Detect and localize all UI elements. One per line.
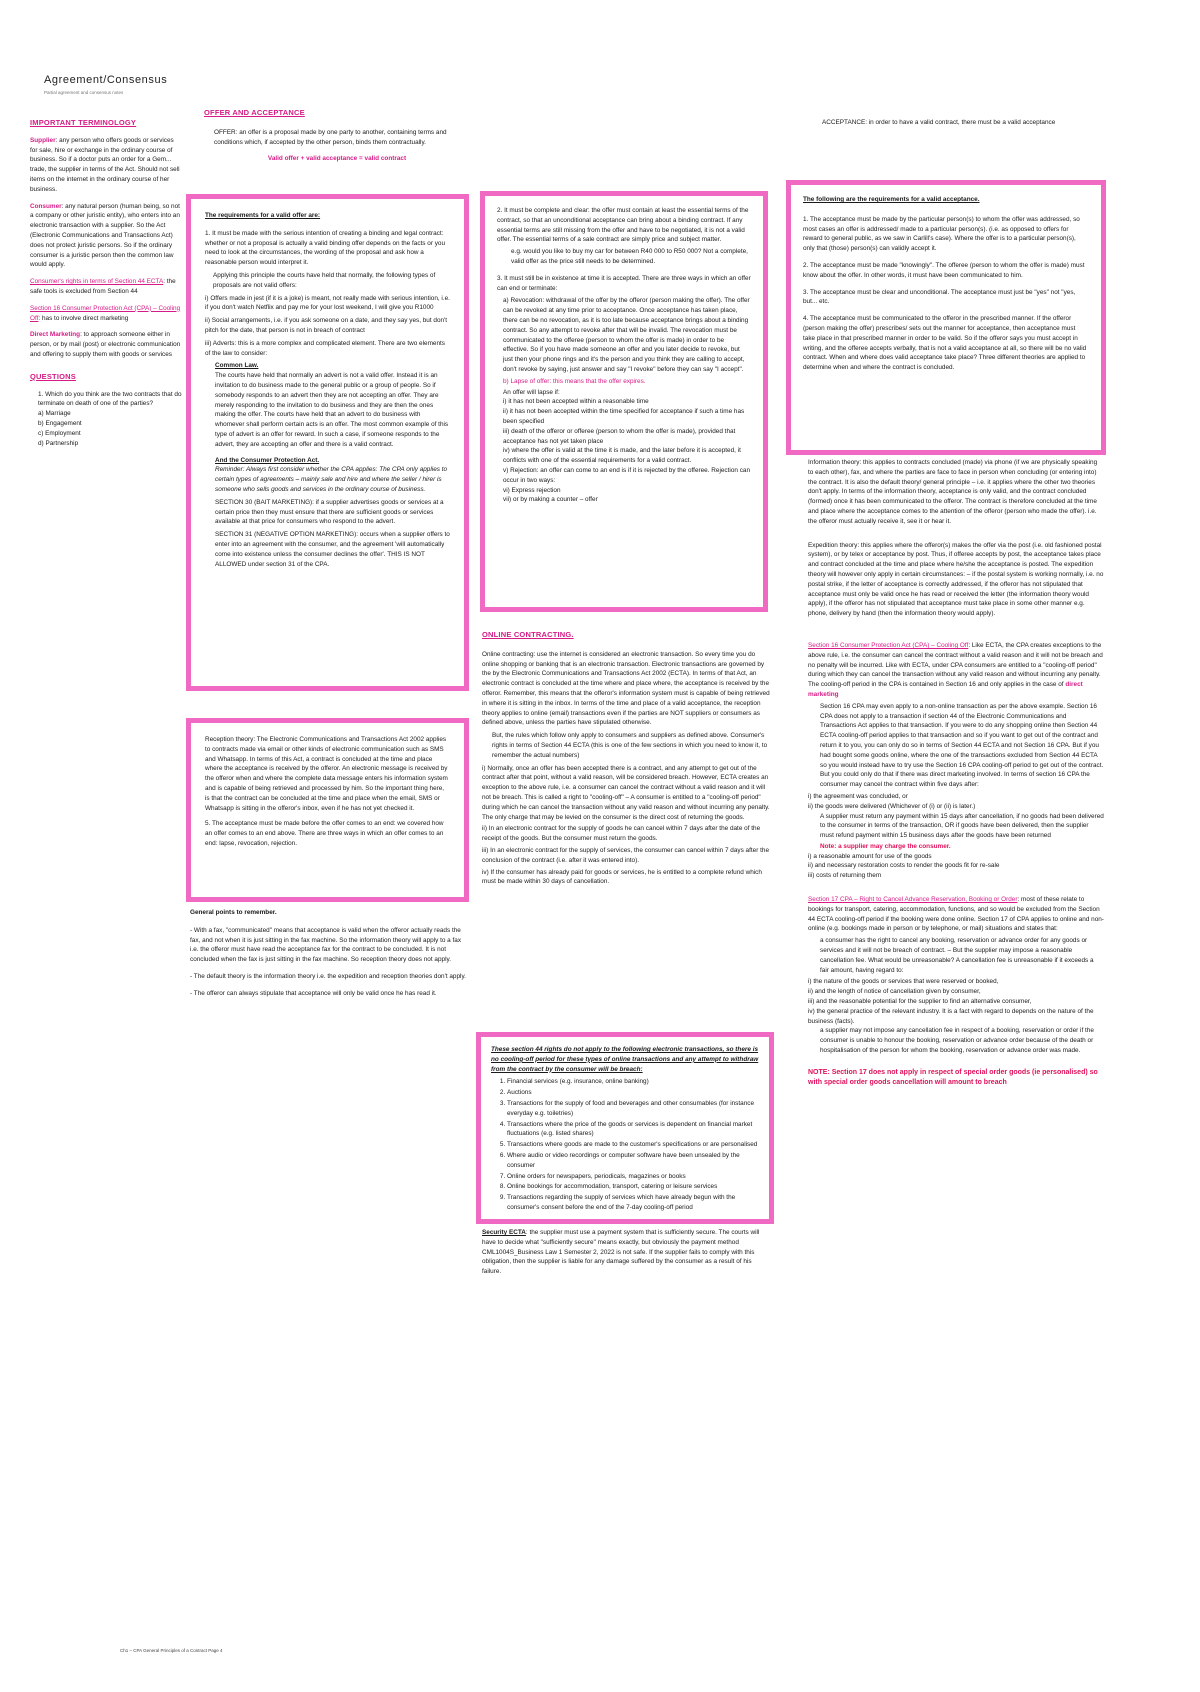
section-17-a: a consumer has the right to cancel any booking, reservation or advance order for any goods or services and it will not be breach of contract. – But the supplier may impose a reasonable cancellation fee. What would be unreasonable? A cancellation fee is unreasonable if it exceeds a fair amount, having regard to:: [820, 937, 1094, 974]
consumer-term: Consumer: [30, 202, 62, 210]
offer-req-2: 2. It must be complete and clear: the offer must contain at least the essential terms of the contract, so that an unconditional acceptance can bring about a binding contract. If any essential terms are still missing from the offer and have to be negotiated, it is not a valid offer. The essential terms of a sale contract are simply price and subject matter.: [497, 207, 749, 244]
page-footer: Ch1 – CPA General Principles of a Contract Page 4: [120, 1648, 223, 1653]
offer-section: [204, 108, 470, 164]
offer-definition: OFFER: an offer is a proposal made by one party to another, containing terms and conditions which, if accepted by the other person, binds them contractually.: [214, 128, 447, 146]
termination-list: [497, 296, 751, 505]
section-16-text: : Like ECTA, the CPA creates exceptions to the above rule, i.e. the consumer can cancel the contract without a valid reason and it will not be breach and no penalty will be incurred. Like with ECTA, under CPA consumers are entitled to a "cooling-off period" during which they can cancel the transaction without any valid reason and without incurring any penalty. The cooling-off period in the CPA is contained in Section 16 and only applies in the case of: [808, 641, 1103, 689]
acceptance-intro: [822, 118, 1092, 135]
list-item: 6. Where audio or video recordings or computer software have been unsealed by the consumer: [507, 1151, 759, 1171]
list-item: 5. Transactions where goods are made to the customer's specifications or are personalised: [507, 1140, 759, 1150]
option-label: Engagement: [45, 419, 82, 427]
acceptance-req-4: 4. The acceptance must be communicated to the offeror in the prescribed manner. If the offeror (person making the offer) prescribes/ sets out the manner for acceptance, then acceptance must take place in that prescribed manner in order to be valid. So if the offeror says you must accept in writing, and the offeree accepts verbally, that is not a valid acceptance at all, so there will be no valid contract. When and where does valid acceptance take place? Three different theories are applied to determine when and where the contract is concluded.: [803, 315, 1087, 372]
offer-jest: i) Offers made in jest (if it is a joke) is meant, not really made with serious intention, i.e. if you don't watch Netflix and pay me for your lost weekend, I will give you R1000: [205, 294, 450, 312]
section-17-i: i) the nature of the goods or services that were reserved or booked,: [808, 978, 999, 986]
option-letter: d): [38, 439, 44, 447]
common-law-text: The courts have held that normally an advert is not a valid offer. Instead it is an invitation to do business made to the general public or a group of people. So if somebody responds to an advert then they are not accepting an offer. They are merely responding to the invitation to do business and they are then the ones making the offer. The courts have held that an advert to do business with whomever shall perform certain acts is an offer. The most common example of this type of advert is an offer for reward. In such a case, if someone responds to the advert, they are accepting an offer and there is a valid contract.: [215, 372, 449, 448]
security-link[interactable]: Security ECTA: [482, 1229, 526, 1236]
supplier-text: : any person who offers goods or services for sale, hire or exchange in the ordinary course of business. So if a doctor puts an order for a Gem... trade, the supplier in terms of the Act. Should not sell items on the internet in the ordinary course of her business.: [30, 136, 180, 193]
reception-theory-text: Reception theory: The Electronic Communications and Transactions Act 2002 applies to contracts made via email or other kinds of electronic communication such as SMS and Whatsapp. In terms of this Act, a contract is concluded at the time and place where the acceptance is received by the offeror. An electronic message is received by the offeror when and where the complete data message enters his information system and is capable of being retrieved and processed by him. So the important thing here, is that the contract can be concluded at the time and place when the email, SMS or Whatsapp is sitting in the offeror's inbox, even if he has not yet checked it.: [205, 736, 448, 812]
consumer-rights-entry: [30, 277, 182, 297]
supplier-term: Supplier: [30, 136, 56, 144]
question-option: [38, 419, 182, 429]
theories-section: [808, 458, 1104, 1095]
valid-acceptance-box: [786, 180, 1106, 455]
section-16-ii: ii) the goods were delivered (Whichever of (i) or (ii) is later.): [808, 802, 976, 810]
direct-marketing-link: direct marketing: [808, 681, 1083, 698]
online-rule-iii: iii) In an electronic contract for the supply of services, the consumer can cancel within 7 days after the conclusion of the contract (i.e. after it was entered into).: [482, 846, 770, 864]
excluded-transactions-list: [491, 1077, 759, 1212]
lapse-ii: ii) it has not been accepted within the time specified for acceptance if such a time has been specified: [503, 408, 745, 425]
security-text: : the supplier must use a payment system that is sufficiently secure. The courts will have to decide what "sufficiently secure" means exactly, but obviously the payment method CML1004S_Business Law 1 Semester 2, 2022 is not safe. If the supplier fails to comply with this obligation, then the supplier is liable for any damage suffered by the consumer as a result of his failure.: [482, 1229, 760, 1276]
offer-social: ii) Social arrangements, i.e. if you ask someone on a date, and they say yes, but don't pitch for the date, that person is not in breach of contract: [205, 317, 448, 334]
cpa-reminder: Reminder: Always first consider whether the CPA applies: The CPA only applies to certain types of agreements – mainly sale and hire and where the seller / hirer is someone who sells goods and services in the ordinary course of business.: [215, 466, 448, 493]
option-letter: b): [38, 419, 44, 427]
questions-heading: QUESTIONS: [30, 371, 76, 381]
section-16-note-ii: ii) and necessary restoration costs to render the goods fit for re-sale: [808, 862, 1000, 870]
general-point-2: - The default theory is the information theory i.e. the expedition and reception theories don't apply.: [190, 972, 466, 980]
section-31: SECTION 31 (NEGATIVE OPTION MARKETING): occurs when a supplier offers to enter into an agreement with the consumer, and the agreement 'will automatically come into existence unless the consumer declines the offer'. THIS IS NOT ALLOWED under section 31 of the CPA.: [215, 531, 450, 568]
cpa-link[interactable]: Section 16 Consumer Protection Act (CPA) – Cooling Off: [30, 304, 181, 322]
supplier-definition: [30, 136, 182, 195]
section-17-text: : most of these relate to bookings for transport, catering, accommodation, functions, and so would be excluded from the Section 44 ECTA cooling-off period if the booking were done online. Section 17 of CPA applies to online and non-online (e.g. bookings made in person or by telephone, or mail) situations and states that:: [808, 896, 1104, 933]
question-option: [38, 409, 182, 419]
lapse-i: i) it has not been accepted within a reasonable time: [503, 398, 649, 406]
security-section: [482, 1228, 772, 1284]
consumer-text: : any natural person (human being, so not a company or other juristic entity), who enters into an electronic transaction with a supplier. So the Act (Electronic Communications and Transactions Act) does not protect juristic persons. So if the ordinary consumer is a juristic person then the common law would apply.: [30, 202, 180, 269]
excluded-transactions-box: [476, 1032, 774, 1224]
direct-marketing-definition: [30, 330, 182, 359]
counter-offer: vii) or by making a counter – offer: [503, 496, 598, 504]
acceptance-before-end: 5. The acceptance must be made before the offer comes to an end: we covered how an offer comes to an end above. There are three ways in which an offer comes to an end: lapse, revocation, rejection.: [205, 820, 444, 847]
section-16-note: Note: a supplier may charge the consumer.: [820, 842, 951, 850]
online-rule-iv: iv) If the consumer has already paid for goods or services, he is entitled to a complete refund which must be made within 30 days of cancellation.: [482, 868, 762, 886]
terminology-heading: IMPORTANT TERMINOLOGY: [30, 118, 137, 127]
express-rejection: vi) Express rejection: [503, 486, 561, 494]
common-law-heading: Common Law.: [215, 362, 259, 370]
option-label: Partnership: [45, 439, 79, 447]
option-letter: a): [38, 410, 44, 418]
acceptance-req-1: 1. The acceptance must be made by the particular person(s) to whom the offer was addressed, so most cases an offer is addressed/ made to a particular person(s). (i.e. as opposed to offers for reward to general public, as we saw in Carlill's case). Where the offer is to a particular person(s), only that (those) person(s) can validly accept it.: [803, 215, 1080, 253]
consumer-definition: [30, 202, 182, 271]
section-16-refund: A supplier must return any payment within 15 days after cancellation, if no goods had been delivered to the consumer in terms of the transaction, OR if goods have been delivered, then the supplier must refund payment within 15 business days after the goods have been returned: [820, 812, 1104, 840]
online-rule-i: i) Normally, once an offer has been accepted there is a contract, and any attempt to get out of the contract after that point, without a valid reason, will be considered breach. However, ECTA creates an exception to the above rule, i.e. a consumer can cancel the contract without a valid reason and it will not be breach. This is called a right to "cooling-off" – A consumer is entitled to a "cooling-off period" during which he can cancel the transaction without any valid reason and without incurring any penalty. The only charge that may be levied on the consumer is the direct cost of returning the goods.: [482, 764, 770, 821]
section-16-detail: Section 16 CPA may even apply to a non-online transaction as per the above example. Section 16 CPA does not apply to a transaction if section 44 of the Electronic Communications and Transactions Act applies to that transaction. If you were to do any shopping online then Section 44 ECTA cooling-off period applies to that transaction and so if you want to get out of the contract and return it to you, you can only do so in terms of Section 44 ECTA and not Section 16 CPA. But if you had bought some goods online, where the one of the transactions excluded from Section 44 ECTA so you would instead have to try use the Section 16 CPA cooling-off period to get out of the contract. But you could only do that if there was direct marketing involved. In terms of section 16 CPA the consumer may cancel the contract within five days after:: [820, 702, 1104, 789]
security-entry: [482, 1228, 772, 1277]
page-title: Agreement/Consensus: [44, 74, 168, 86]
online-contracting-section: [482, 630, 772, 887]
direct-marketing-text: : to approach someone either in person, or by mail (post) or electronic communication and offering to supply them with goods or services: [30, 331, 181, 358]
terminology-column: [30, 118, 182, 448]
lapse-iv: iv) where the offer is valid at the time it is made, and the later before it is accepted, it conflicts with one of the essential requirements for a valid contract.: [503, 447, 741, 465]
expedition-theory: Expedition theory: this applies where the offeror(s) makes the offer via the post (i.e. old fashioned postal system), or by telex or acceptance by post. Thus, if offeree accepts by post, the acceptance takes place and contract concluded at the time and place where he/she the acceptance is posted. The expedition theory will however only apply in certain circumstances: – if the postal system is working normally, i.e. no postal strike, if the letter of acceptance is correctly addressed, if the offeror has not stipulated that acceptance must only be valid once he has read or received the letter (the information theory would apply), if the offeror has not stipulated that acceptance must take place in some other manner e.g. phone, delivery by hand (then the information theory would apply).: [808, 541, 1104, 618]
cpa-text: : has to involve direct marketing: [38, 314, 129, 322]
offer-heading: OFFER AND ACCEPTANCE: [204, 108, 305, 117]
list-item: 3. Transactions for the supply of food and beverages and other consumables (for instance everyday e.g. toiletries): [507, 1099, 759, 1119]
reception-theory-box: [186, 718, 469, 902]
list-item: 2. Auctions: [507, 1088, 759, 1098]
option-label: Employment: [45, 429, 81, 437]
question-option: [38, 429, 182, 439]
list-item: 1. Financial services (e.g. insurance, online banking): [507, 1077, 759, 1087]
page-subtitle: Partial agreement and consensus notes: [44, 90, 124, 95]
section-17-ii: ii) and the length of notice of cancellation given by consumer,: [808, 988, 981, 996]
section-16-note-iii: iii) costs of returning them: [808, 872, 882, 880]
online-rules: But, the rules which follow only apply to consumers and suppliers as defined above. Consumer's rights in terms of Section 44 ECTA (this is one of the few sections in which you need to know it, to remember the actual numbers): [492, 732, 768, 759]
list-item: 4. Transactions where the price of the goods or services is dependent on financial market fluctuations (e.g. listed shares): [507, 1120, 759, 1140]
valid-offer-heading: The requirements for a valid offer are:: [205, 212, 321, 219]
common-law-block: [205, 361, 450, 569]
offer-req-1-principle: Applying this principle the courts have held that normally, the following types of proposals are not valid offers:: [213, 271, 436, 289]
general-points-heading: General points to remember.: [190, 909, 277, 916]
information-theory: Information theory: this applies to contracts concluded (made) via phone (if we are physically speaking to each other), fax, and where the parties are face to face in person when concluding (or entering into) the contract. It is also the default theory/ general principle – i.e. it applies where the other two theories don't apply. In terms of the information theory, acceptance is only valid, and the contract concluded (formed) once it has been communicated to the offeror. The contract is therefore concluded at the time and place where the acceptance comes to the attention of the offeror (person who made the offer). i.e. the offeror must actually receive it, see it or hear it.: [808, 459, 1098, 525]
revocation: a) Revocation: withdrawal of the offer by the offeror (person making the offer). The offer can be revoked at any time prior to acceptance. Once acceptance has taken place, there can be no revocation, as it is too late because acceptance brings about a binding contract. So any attempt to revoke after that will be invalid. The revocation must be communicated to the offeree (person to whom the offer is made) in order to be effective. So if you have made someone an offer and you later decide to revoke, but just then your phone rings and it's the person and you think they are calling to accept, don't revoke by saying, just answer and say "I revoke" before they can say "I accept".: [503, 297, 750, 373]
offer-req-1: 1. It must be made with the serious intention of creating a binding and legal contract: whether or not a proposal is actually a valid binding offer depends on the facts or you need to look at the circumstances, the wording of the proposal and ask how a reasonable person would interpret it.: [205, 229, 446, 267]
option-label: Marriage: [45, 410, 71, 418]
offer-req-3: 3. It must still be in existence at time it is accepted. There are three ways in which an offer can end or terminate:: [497, 274, 751, 292]
offer-formula: Valid offer + valid acceptance = valid contract: [267, 155, 407, 163]
valid-acceptance-heading: The following are the requirements for a valid acceptance.: [803, 196, 980, 203]
list-item: 8. Online bookings for accommodation, transport, catering or leisure services: [507, 1182, 759, 1192]
online-contracting-text: Online contracting: use the internet is considered an electronic transaction. So every time you do online shopping or banking that is an electronic transaction. Electronic transactions are governed by the by the Electronic Communications and Transactions Act 2002 (ECTA). In terms of that Act, an electronic contract is concluded at the time where and place where, the acceptance is received by the offeror. Remember, this means that the offeror's information system must is capable of being retrieved in where it is sitting in the inbox. In terms of the time and place of a valid acceptance, the reception theory applies to online (email) transactions even if the parties are NOT suppliers or consumers as defined above, unless the parties have stipulated otherwise.: [482, 650, 770, 727]
section-17-link[interactable]: Section 17 CPA – Right to Cancel Advance Reservation, Booking or Order: [808, 896, 1018, 904]
final-note: NOTE: Section 17 does not apply in respect of special order goods (ie personalised) so with special order goods cancellation will amount to breach: [808, 1068, 1098, 1086]
question-text: 1. Which do you think are the two contracts that do terminate on death of one of the parties?: [38, 390, 182, 408]
section-17-iv: iv) the general practice of the relevant industry. It is a fact with regard to depends on the nature of the business (facts).: [808, 1007, 1094, 1025]
section-16-entry: [808, 641, 1104, 700]
section-30: SECTION 30 (BAIT MARKETING): if a supplier advertises goods or services at a certain price then they must ensure that there are sufficient goods or services available at that price for consumers who respond to the advert.: [215, 498, 444, 526]
online-rule-ii: ii) In an electronic contract for the supply of goods he can cancel within 7 days after the date of the receipt of the goods. But the consumer must return the goods.: [482, 825, 761, 843]
lapse: b) Lapse of offer: this means that the offer expires.: [503, 377, 646, 385]
question-body: Which do you think are the two contracts that do terminate on death of one of the parties?: [38, 390, 182, 408]
option-letter: c): [38, 429, 44, 437]
general-points: [190, 908, 466, 1006]
online-contracting-heading: ONLINE CONTRACTING.: [482, 630, 574, 639]
consumer-rights-text: : the safe tools is excluded from Section 44: [30, 278, 176, 295]
lapse-iii: iii) death of the offeror or offeree (person to whom the offer is made), provided that acceptance has not yet taken place: [503, 427, 736, 445]
list-item: 7. Online orders for newspapers, periodicals, magazines or books: [507, 1172, 759, 1182]
general-point-3: - The offeror can always stipulate that acceptance will only be valid once he has read it.: [190, 989, 437, 997]
valid-offer-box: [186, 194, 469, 691]
section-17-b: a supplier may not impose any cancellation fee in respect of a booking, reservation or order if the consumer is unable to honour the booking, reservation or advance order because of the death or hospitalisation of the person for whom the booking, reservation or advance order was made.: [820, 1027, 1094, 1055]
list-item: 9. Transactions regarding the supply of services which have already begun with the consumer's consent before the end of the 7-day cooling-off period: [507, 1193, 759, 1213]
question-option: [38, 439, 182, 449]
acceptance-req-3: 3. The acceptance must be clear and unconditional. The acceptance must just be "yes" not "yes, but... etc.: [803, 288, 1076, 306]
section-17-entry: [808, 895, 1104, 934]
acceptance-req-2: 2. The acceptance must be made "knowingly". The offeree (person to whom the offer is made) must know about the offer. In other words, it must have been communicated to him.: [803, 261, 1085, 279]
section-16-note-i: i) a reasonable amount for use of the goods: [808, 852, 932, 860]
offer-req-2-example: e.g. would you like to buy my car for between R40 000 to R50 000? Not a complete, valid offer as the price still needs to be determined.: [511, 248, 748, 265]
acceptance-definition: ACCEPTANCE: in order to have a valid contract, there must be a valid acceptance: [822, 119, 1056, 126]
section-17-iii: iii) and the reasonable potential for the supplier to find an alternative consumer,: [808, 998, 1032, 1006]
rejection: v) Rejection: an offer can come to an end is if it is rejected by the offeree. Rejection can occur in two ways:: [503, 466, 751, 484]
direct-marketing-term: Direct Marketing: [30, 331, 81, 339]
lapse-intro: An offer will lapse if:: [503, 388, 560, 396]
cpa-entry: [30, 304, 182, 324]
general-point-1: - With a fax, "communicated" means that acceptance is valid when the offeror actually reads the fax, and not when it is just sitting in the fax machine. So the information theory will apply to a fax i.e. the offeror must have read the acceptance fax for the contract to be concluded. It is not concluded when the fax is just sitting in the fax machine. So reception theory does not apply.: [190, 926, 462, 964]
excluded-transactions-heading: These section 44 rights do not apply to the following electronic transactions, so there is no cooling-off period for these types of online transactions and any attempt to withdraw from the contract by the consumer will be breach:: [491, 1046, 759, 1073]
section-16-link[interactable]: Section 16 Consumer Protection Act (CPA) – Cooling Off: [808, 641, 969, 649]
question-block: [30, 390, 182, 449]
cpa-heading: And the Consumer Protection Act.: [215, 456, 320, 464]
offer-adverts: iii) Adverts: this is a more complex and complicated element. There are two elements of the law to consider:: [205, 339, 445, 357]
section-16-i: i) the agreement was concluded, or: [808, 792, 908, 800]
consumer-rights-link[interactable]: Consumer's rights in terms of Section 44 ECTA: [30, 278, 164, 286]
offer-requirements-box: [480, 191, 768, 612]
